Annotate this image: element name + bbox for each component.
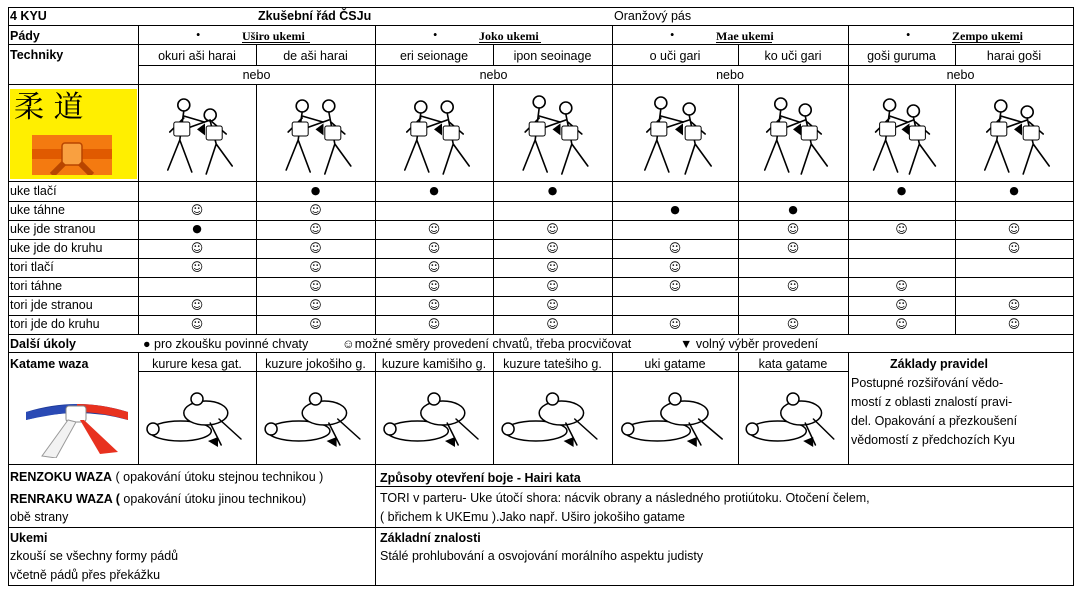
possible-smiley: ☺ <box>190 203 204 217</box>
grid-line <box>8 239 1074 240</box>
pady-underline <box>242 42 310 43</box>
mandatory-dot: ● <box>670 203 680 216</box>
possible-smiley: ☺ <box>1007 241 1021 255</box>
pady-bullet: • <box>433 28 438 42</box>
mandatory-dot: ● <box>547 184 558 197</box>
technique-6: ko uči gari <box>764 49 822 63</box>
renraku-desc: opakování útoku jinou technikou) <box>119 492 307 506</box>
possible-smiley: ☺ <box>786 317 800 331</box>
pady-group-4: Zempo ukemi <box>952 29 1024 43</box>
possible-smiley: ☺ <box>190 317 204 331</box>
grid-line <box>138 65 1074 66</box>
grid-line <box>612 84 613 334</box>
possible-smiley: ☺ <box>895 279 908 293</box>
nebo-label: nebo <box>716 68 744 82</box>
orange-belt-icon <box>32 135 112 175</box>
possible-smiley: ☺ <box>309 222 322 236</box>
katame-label: Katame waza <box>10 357 89 371</box>
possible-smiley: ☺ <box>786 279 800 293</box>
possible-smiley: ☺ <box>427 260 441 274</box>
grid-line <box>493 84 494 334</box>
katame-item-3: kuzure kamišiho g. <box>381 357 487 371</box>
nebo-label: nebo <box>479 68 508 82</box>
red-blue-belt-icon <box>22 396 132 458</box>
grid-line <box>375 25 376 44</box>
grid-line <box>848 352 849 464</box>
grid-line <box>138 25 139 334</box>
pady-underline <box>952 42 1020 43</box>
matrix-row-label: tori jde do kruhu <box>10 317 100 331</box>
matrix-row-label: uke táhne <box>10 203 65 217</box>
technique-4: ipon seoinage <box>513 49 592 63</box>
technique-picture <box>142 88 252 180</box>
grid-line <box>375 464 376 585</box>
possible-smiley: ☺ <box>895 317 908 331</box>
ukemi-title: Ukemi <box>10 531 48 545</box>
possible-smiley: ☺ <box>668 279 682 293</box>
ukemi-line2: včetně pádů přes překážku <box>10 568 161 582</box>
matrix-row-label: tori tlačí <box>10 260 54 274</box>
zaklady-line: del. Opakování a přezkoušení <box>851 414 1018 428</box>
grid-line <box>612 25 613 44</box>
matrix-row-label: uke tlačí <box>10 184 57 198</box>
grid-line <box>8 585 1074 586</box>
judo-logo <box>10 89 137 179</box>
possible-smiley: ☺ <box>309 317 322 331</box>
grid-line <box>848 44 849 65</box>
katame-item-6: kata gatame <box>758 357 828 371</box>
renraku-line2: obě strany <box>10 510 69 524</box>
possible-smiley: ☺ <box>546 298 559 312</box>
possible-smiley: ☺ <box>427 222 441 236</box>
grid-line <box>375 44 376 65</box>
grid-line <box>738 84 739 334</box>
possible-smiley: ☺ <box>309 260 322 274</box>
katame-picture <box>742 375 844 461</box>
possible-smiley: ☺ <box>427 298 441 312</box>
pady-underline <box>716 42 772 43</box>
katame-picture <box>379 375 489 461</box>
kyu-level: 4 KYU <box>10 9 47 23</box>
possible-smiley: ☺ <box>309 298 322 312</box>
grid-line <box>256 84 257 334</box>
grid-line <box>493 352 494 464</box>
possible-smiley: ☺ <box>1007 317 1021 331</box>
possible-smiley: ☺ <box>895 222 908 236</box>
possible-smiley: ☺ <box>1007 298 1021 312</box>
possible-smiley: ☺ <box>546 260 559 274</box>
dalsi-label: Další úkoly <box>10 337 76 351</box>
possible-smiley: ☺ <box>668 241 682 255</box>
grid-line <box>256 352 257 464</box>
grid-line <box>848 25 849 44</box>
mandatory-dot: ● <box>896 184 907 197</box>
grid-line <box>8 44 1074 45</box>
mandatory-dot: ● <box>192 222 202 235</box>
ukemi-line1: zkouší se všechny formy pádů <box>10 549 179 563</box>
grid-line <box>612 65 613 84</box>
technique-7: goši guruma <box>867 49 936 63</box>
possible-smiley: ☺ <box>546 222 559 236</box>
pady-bullet: • <box>196 28 201 42</box>
renraku-title: RENRAKU WAZA ( <box>10 492 120 506</box>
belt-name: Oranžový pás <box>614 9 692 23</box>
mandatory-dot: ● <box>429 184 439 197</box>
grid-line <box>612 352 613 464</box>
possible-smiley: ☺ <box>895 298 908 312</box>
znalosti-line1: Stálé prohlubování a osvojování morálního aspektu judisty <box>380 549 704 563</box>
technique-8: harai goši <box>986 49 1042 63</box>
katame-item-2: kuzure jokošiho g. <box>265 357 366 371</box>
grid-line <box>8 181 1074 182</box>
matrix-row-label: uke jde stranou <box>10 222 96 236</box>
pady-group-3: Mae ukemi <box>716 29 774 43</box>
grid-line <box>375 84 376 334</box>
grid-line <box>8 315 1074 316</box>
grid-line <box>612 44 613 65</box>
technique-picture <box>742 88 844 180</box>
grid-line <box>848 84 849 334</box>
matrix-row-label: tori táhne <box>10 279 63 293</box>
sheet-title: Zkušební řád ČSJu <box>258 9 372 23</box>
pady-label: Pády <box>10 29 40 43</box>
technique-picture <box>959 88 1069 180</box>
pady-bullet: • <box>906 28 911 42</box>
grid-line <box>8 201 1074 202</box>
znalosti-title: Základní znalosti <box>380 531 481 545</box>
legend-free: ▼ volný výběr provedení <box>680 337 819 351</box>
grid-line <box>375 486 1073 487</box>
technique-1: okuri aši harai <box>158 49 236 63</box>
katame-item-1: kurure kesa gat. <box>152 357 242 371</box>
grid-line <box>375 352 376 464</box>
pady-group-1: Uširo ukemi <box>242 29 305 43</box>
mandatory-dot: ● <box>788 203 798 216</box>
grid-line <box>8 84 1074 85</box>
zaklady-line: vědomostí z předchozích Kyu <box>851 433 1015 447</box>
possible-smiley: ☺ <box>427 279 441 293</box>
katame-item-5: uki gatame <box>644 357 706 371</box>
grid-line <box>738 44 739 65</box>
matrix-row-label: tori jde stranou <box>10 298 93 312</box>
possible-smiley: ☺ <box>668 260 682 274</box>
grid-line <box>8 334 1074 335</box>
grid-line <box>8 220 1074 221</box>
technique-picture <box>379 88 489 180</box>
possible-smiley: ☺ <box>190 298 204 312</box>
grid-line <box>955 84 956 334</box>
mandatory-dot: ● <box>1009 184 1019 197</box>
mandatory-dot: ● <box>310 184 321 197</box>
zaklady-line: Postupné rozšiřování vědo- <box>851 376 1004 390</box>
katame-picture <box>497 375 608 461</box>
possible-smiley: ☺ <box>190 260 204 274</box>
grid-line <box>848 65 849 84</box>
possible-smiley: ☺ <box>309 241 322 255</box>
grid-line <box>8 527 1074 528</box>
grid-line <box>8 352 1074 353</box>
possible-smiley: ☺ <box>309 203 322 217</box>
katame-picture <box>260 375 371 461</box>
hairi-line2: ( břichem k UKEmu ).Jako např. Uširo jokošiho gatame <box>380 510 685 524</box>
grid-line <box>8 7 1074 8</box>
legend-possible: ☺možné směry provedení chvatů, třeba procvičovat <box>342 337 632 351</box>
technique-3: eri seionage <box>399 49 469 63</box>
technique-5: o uči gari <box>649 49 701 63</box>
grid-line <box>8 258 1074 259</box>
grid-line <box>955 44 956 65</box>
grid-line <box>375 65 376 84</box>
possible-smiley: ☺ <box>1007 222 1021 236</box>
nebo-label: nebo <box>946 68 975 82</box>
grid-line <box>8 277 1074 278</box>
hairi-line1: TORI v parteru- Uke útočí shora: nácvik obrany a následného protiútoku. Otočení čelem, <box>380 491 870 505</box>
grid-line <box>138 352 139 464</box>
renzoku-title: RENZOKU WAZA <box>10 470 113 484</box>
grid-line <box>738 352 739 464</box>
technique-2: de aši harai <box>283 49 348 63</box>
technique-picture <box>616 88 734 180</box>
possible-smiley: ☺ <box>546 241 559 255</box>
possible-smiley: ☺ <box>786 222 800 236</box>
katame-picture <box>616 375 734 461</box>
grid-line <box>8 296 1074 297</box>
possible-smiley: ☺ <box>668 317 682 331</box>
grid-line <box>8 464 1074 465</box>
zaklady-line: mostí z oblasti znalostí pravi- <box>851 395 1013 409</box>
possible-smiley: ☺ <box>190 241 204 255</box>
nebo-label: nebo <box>242 68 271 82</box>
matrix-row-label: uke jde do kruhu <box>10 241 103 255</box>
grid-line <box>493 44 494 65</box>
pady-bullet: • <box>670 28 675 42</box>
judo-kanji: 柔 道 <box>14 90 84 125</box>
possible-smiley: ☺ <box>309 279 322 293</box>
pady-underline <box>479 42 541 43</box>
grid-line <box>8 25 1074 26</box>
renzoku-line <box>10 469 323 485</box>
renraku-line <box>10 491 306 507</box>
possible-smiley: ☺ <box>546 317 559 331</box>
katame-item-4: kuzure tatešiho g. <box>503 357 602 371</box>
technique-picture <box>852 88 951 180</box>
grid-line <box>256 44 257 65</box>
possible-smiley: ☺ <box>546 279 559 293</box>
techniky-label: Techniky <box>10 48 64 62</box>
hairi-title: Způsoby otevření boje - Hairi kata <box>380 471 581 485</box>
zaklady-title: Základy pravidel <box>890 357 988 371</box>
pady-group-2: Joko ukemi <box>479 29 539 43</box>
technique-picture <box>497 88 608 180</box>
possible-smiley: ☺ <box>427 317 441 331</box>
katame-picture <box>142 375 252 461</box>
legend-mandatory: ● pro zkoušku povinné chvaty <box>143 337 309 351</box>
renzoku-desc: ( opakování útoku stejnou technikou ) <box>112 470 324 484</box>
possible-smiley: ☺ <box>786 241 800 255</box>
possible-smiley: ☺ <box>427 241 441 255</box>
technique-picture <box>260 88 371 180</box>
